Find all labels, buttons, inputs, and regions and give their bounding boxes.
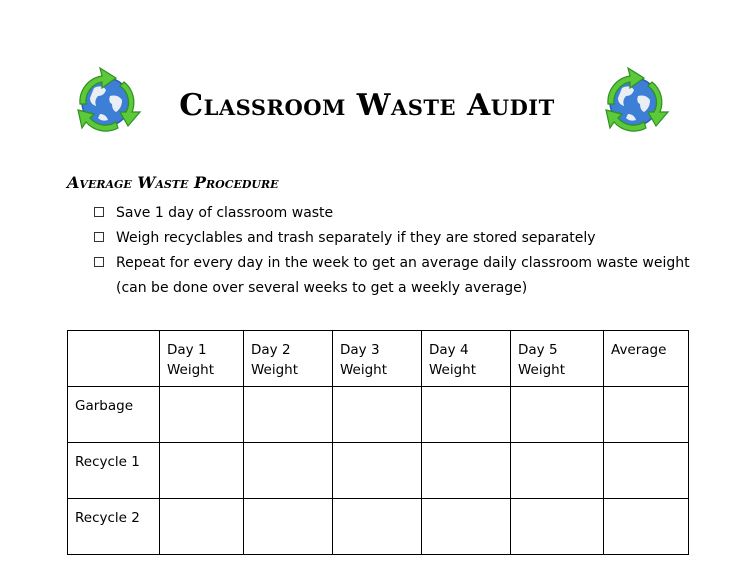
table-cell[interactable] xyxy=(244,499,333,555)
table-cell[interactable] xyxy=(333,499,422,555)
table-cell[interactable] xyxy=(422,443,511,499)
table-cell[interactable] xyxy=(511,387,604,443)
column-header: Average xyxy=(604,331,689,387)
table-cell[interactable] xyxy=(333,387,422,443)
table-header-row xyxy=(68,331,689,387)
checklist-item-label: Save 1 day of classroom waste xyxy=(116,205,334,221)
table-cell[interactable] xyxy=(604,443,689,499)
table-row xyxy=(68,499,689,555)
row-label: Recycle 2 xyxy=(68,499,160,555)
column-header: Day 2 Weight xyxy=(244,331,333,387)
checklist-item xyxy=(94,251,694,301)
table-cell[interactable] xyxy=(604,387,689,443)
column-header xyxy=(68,331,160,387)
table-cell[interactable] xyxy=(511,499,604,555)
row-label: Recycle 1 xyxy=(68,443,160,499)
column-header: Day 5 Weight xyxy=(511,331,604,387)
table-cell[interactable] xyxy=(244,387,333,443)
table-cell[interactable] xyxy=(160,499,244,555)
checkbox[interactable] xyxy=(94,232,104,242)
checklist-item-label: Weigh recyclables and trash separately if they are stored separately xyxy=(116,230,596,246)
column-header: Day 4 Weight xyxy=(422,331,511,387)
table-cell[interactable] xyxy=(333,443,422,499)
table-cell[interactable] xyxy=(422,387,511,443)
table-row xyxy=(68,443,689,499)
page-title: Classroom Waste Audit xyxy=(179,88,555,123)
header xyxy=(0,58,748,148)
checklist-item-label: Repeat for every day in the week to get an average daily classroom waste weight (can be done over several weeks to get a weekly average) xyxy=(116,255,690,296)
checklist-item xyxy=(94,201,694,226)
table-cell[interactable] xyxy=(160,443,244,499)
recycle-globe-icon xyxy=(66,62,146,142)
table-cell[interactable] xyxy=(511,443,604,499)
checkbox[interactable] xyxy=(94,207,104,217)
procedure-heading: Average Waste Procedure xyxy=(67,173,279,192)
table-cell[interactable] xyxy=(422,499,511,555)
table-cell[interactable] xyxy=(604,499,689,555)
row-label: Garbage xyxy=(68,387,160,443)
procedure-checklist xyxy=(94,201,694,301)
table-cell[interactable] xyxy=(244,443,333,499)
table-row xyxy=(68,387,689,443)
recycle-globe-icon xyxy=(594,62,674,142)
checklist-item xyxy=(94,226,694,251)
column-header: Day 1 Weight xyxy=(160,331,244,387)
table-cell[interactable] xyxy=(160,387,244,443)
waste-audit-table xyxy=(67,330,689,555)
column-header: Day 3 Weight xyxy=(333,331,422,387)
checkbox[interactable] xyxy=(94,257,104,267)
